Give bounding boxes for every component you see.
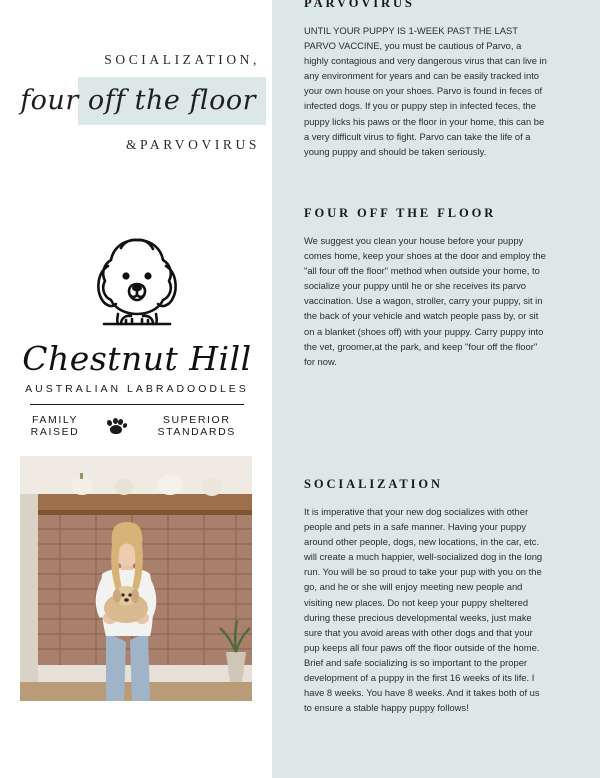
title-script-text: four off the floor	[20, 85, 256, 116]
section-heading: SOCIALIZATION	[304, 477, 443, 491]
section-parvovirus	[304, 0, 548, 159]
section-body: It is imperative that your new dog socializes with other people and pets in a safe manner. Having your puppy around other people, dogs, new locations, in the car, etc. will create a much happier, well-socialized dog in the long run. You will be so proud to take your pup with you on the go, and he or she will enjoy meeting new people and visiting new places. Do not keep your puppy sheltered during these precious developmental weeks, just make sure that you avoid areas with other dogs and that your pup keeps all four paws off the floor outside of the home. Brief and safe socializing is so important to the proper development of a puppy in the first 16 weeks of its life. I have 8 weeks. You have 8 weeks. And it takes both of us to ensure a stable happy puppy follows!	[304, 506, 543, 714]
brand-logo-block	[12, 232, 262, 438]
paw-print-icon	[106, 417, 123, 435]
brand-subtitle: AUSTRALIAN LABRADOODLES	[25, 382, 249, 395]
section-heading: FOUR OFF THE FLOOR	[304, 206, 497, 220]
title-line-three: &PARVOVIRUS	[125, 137, 260, 152]
document-title-block	[16, 52, 266, 153]
left-column	[0, 0, 272, 778]
brand-divider	[30, 404, 244, 406]
section-heading: PARVOVIRUS	[304, 0, 415, 10]
title-script-band	[16, 77, 266, 125]
section-body: UNTIL YOUR PUPPY IS 1-WEEK PAST THE LAST PARVO VACCINE, you must be cautious of Parvo, a highly contagious and very dangerous virus that can live in any environment for years and can be easily tracked into your own house on your shoes. Parvo is found in feces of infected dogs. If you or puppy step in infected feces, the puppy licks his paws or the floor in your home, this can be a very difficult virus to fight. Parvo can take the life of a young puppy and should be taken seriously.	[304, 25, 547, 157]
section-body: We suggest you clean your house before your puppy comes home, keep your shoes at the door and employ the "all four off the floor" method when outside your home, to socialize your puppy until he or she receives its parvo vaccination. Use a wagon, stroller, carry your puppy, sit in the back of your vehicle and watch people pass by, or sit on a blanket (shoes off) with your puppy. Carry puppy into the vet, groomer,at the park, and keep "four off the floor" for now.	[304, 235, 546, 367]
puppy-photo	[20, 456, 252, 701]
tagline-right-text: SUPERIOR STANDARDS	[157, 414, 236, 439]
labradoodle-dog-icon	[74, 232, 200, 340]
tagline-left-text: FAMILY RAISED	[30, 414, 80, 439]
brand-tagline	[12, 414, 262, 438]
section-socialization	[304, 477, 548, 715]
section-four-off-the-floor	[304, 206, 548, 369]
brand-name: Chestnut Hill	[22, 339, 252, 378]
title-line-one: SOCIALIZATION,	[104, 52, 260, 67]
